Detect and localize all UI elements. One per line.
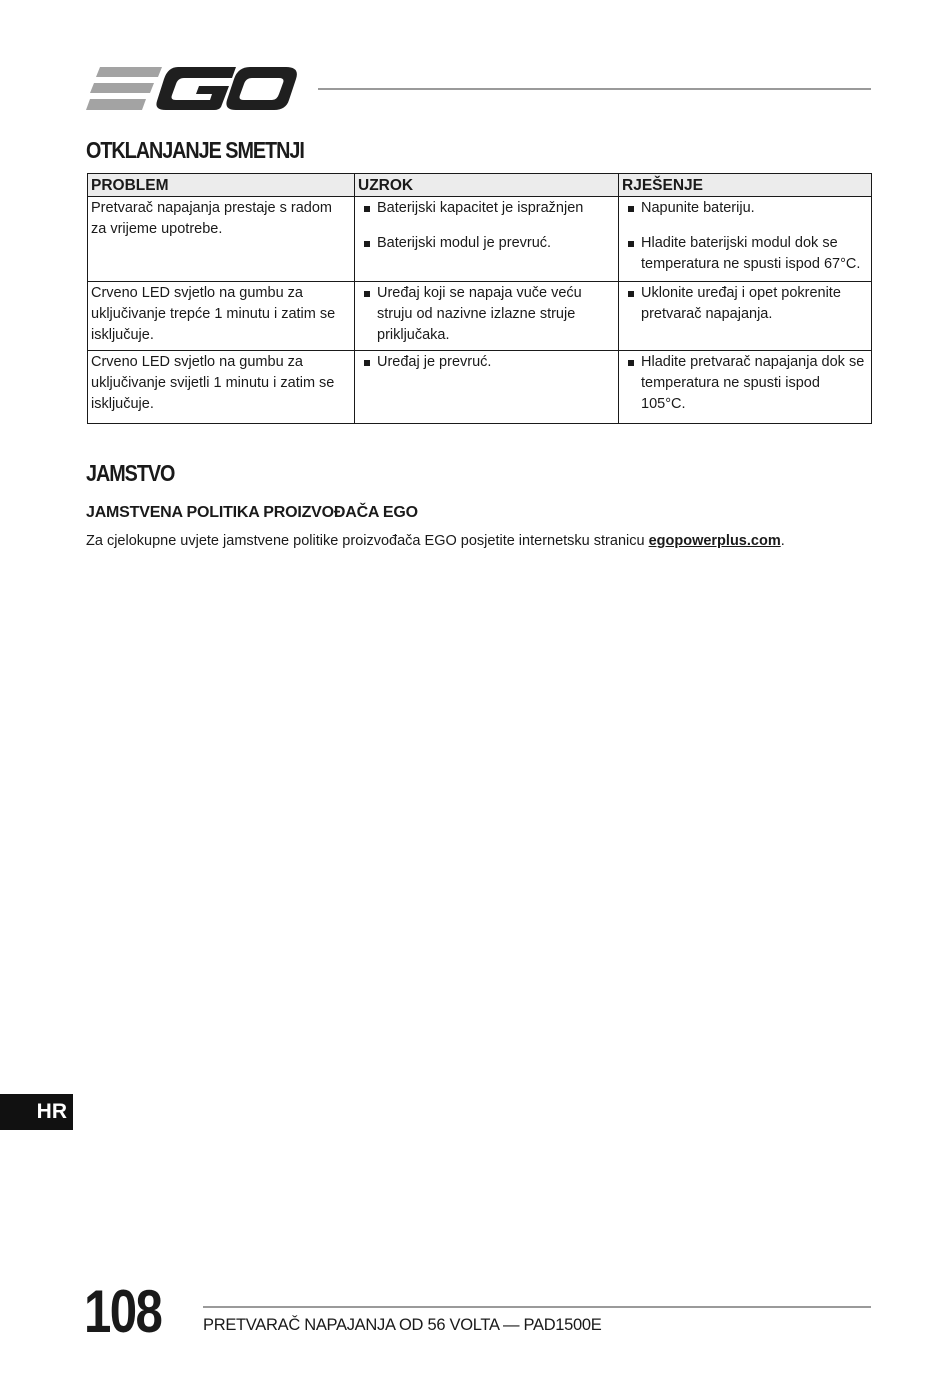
table-row — [88, 197, 872, 282]
table-row — [88, 351, 872, 424]
cause-cell — [355, 351, 619, 424]
logo-stripe-bottom — [86, 99, 146, 110]
warranty-subtitle: JAMSTVENA POLITIKA PROIZVOĐAČA EGO — [86, 504, 418, 521]
problem-cell: Pretvarač napajanja prestaje s radom za vrijeme upotrebe. — [88, 197, 355, 282]
language-tab: HR — [0, 1094, 73, 1130]
solution-cell — [619, 351, 872, 424]
solution-item: Hladite pretvarač napajanja dok se temperatura ne spusti ispod 105°C. — [622, 352, 868, 415]
column-header-cause: UZROK — [355, 174, 619, 197]
table-row — [88, 282, 872, 351]
table-header-row — [88, 174, 872, 197]
page-number: 108 — [84, 1278, 162, 1345]
warranty-text-after-link: . — [780, 533, 785, 549]
cause-item: Baterijski kapacitet je ispražnjen — [358, 198, 615, 219]
logo-stripe-mid — [90, 83, 154, 93]
logo-letter-o — [226, 67, 296, 110]
footer-title: PRETVARAČ NAPAJANJA OD 56 VOLTA — PAD1500E — [203, 1316, 602, 1334]
cause-cell — [355, 282, 619, 351]
solution-cell — [619, 282, 872, 351]
solution-item: Napunite bateriju. — [622, 198, 868, 219]
troubleshooting-title: OTKLANJANJE SMETNJI — [86, 137, 304, 163]
solution-item: Hladite baterijski modul dok se temperatura ne spusti ispod 67°C. — [622, 233, 868, 275]
problem-cell: Crveno LED svjetlo na gumbu za uključivanje trepće 1 minutu i zatim se isključuje. — [88, 282, 355, 351]
cause-item: Baterijski modul je prevruć. — [358, 233, 615, 254]
warranty-title: JAMSTVO — [86, 460, 175, 486]
cause-item: Uređaj koji se napaja vuče veću struju od nazivne izlazne struje priključaka. — [358, 283, 615, 346]
header-rule — [318, 88, 871, 90]
logo-letter-g — [156, 67, 236, 110]
problem-cell: Crveno LED svjetlo na gumbu za uključivanje svijetli 1 minutu i zatim se isključuje. — [88, 351, 355, 424]
warranty-text — [86, 533, 876, 549]
column-header-solution: RJEŠENJE — [619, 174, 872, 197]
solution-item: Uklonite uređaj i opet pokrenite pretvarač napajanja. — [622, 283, 868, 325]
footer-rule — [203, 1306, 871, 1308]
solution-cell — [619, 197, 872, 282]
ego-logo-graphic — [86, 64, 298, 114]
ego-logo — [86, 64, 298, 114]
cause-item: Uređaj je prevruć. — [358, 352, 615, 373]
column-header-problem: PROBLEM — [88, 174, 355, 197]
troubleshooting-table — [87, 173, 872, 424]
warranty-text-before-link: Za cjelokupne uvjete jamstvene politike proizvođača EGO posjetite internetsku stranicu — [86, 533, 649, 549]
cause-cell — [355, 197, 619, 282]
warranty-website-link[interactable]: egopowerplus.com — [648, 533, 781, 549]
logo-stripe-top — [96, 67, 162, 77]
